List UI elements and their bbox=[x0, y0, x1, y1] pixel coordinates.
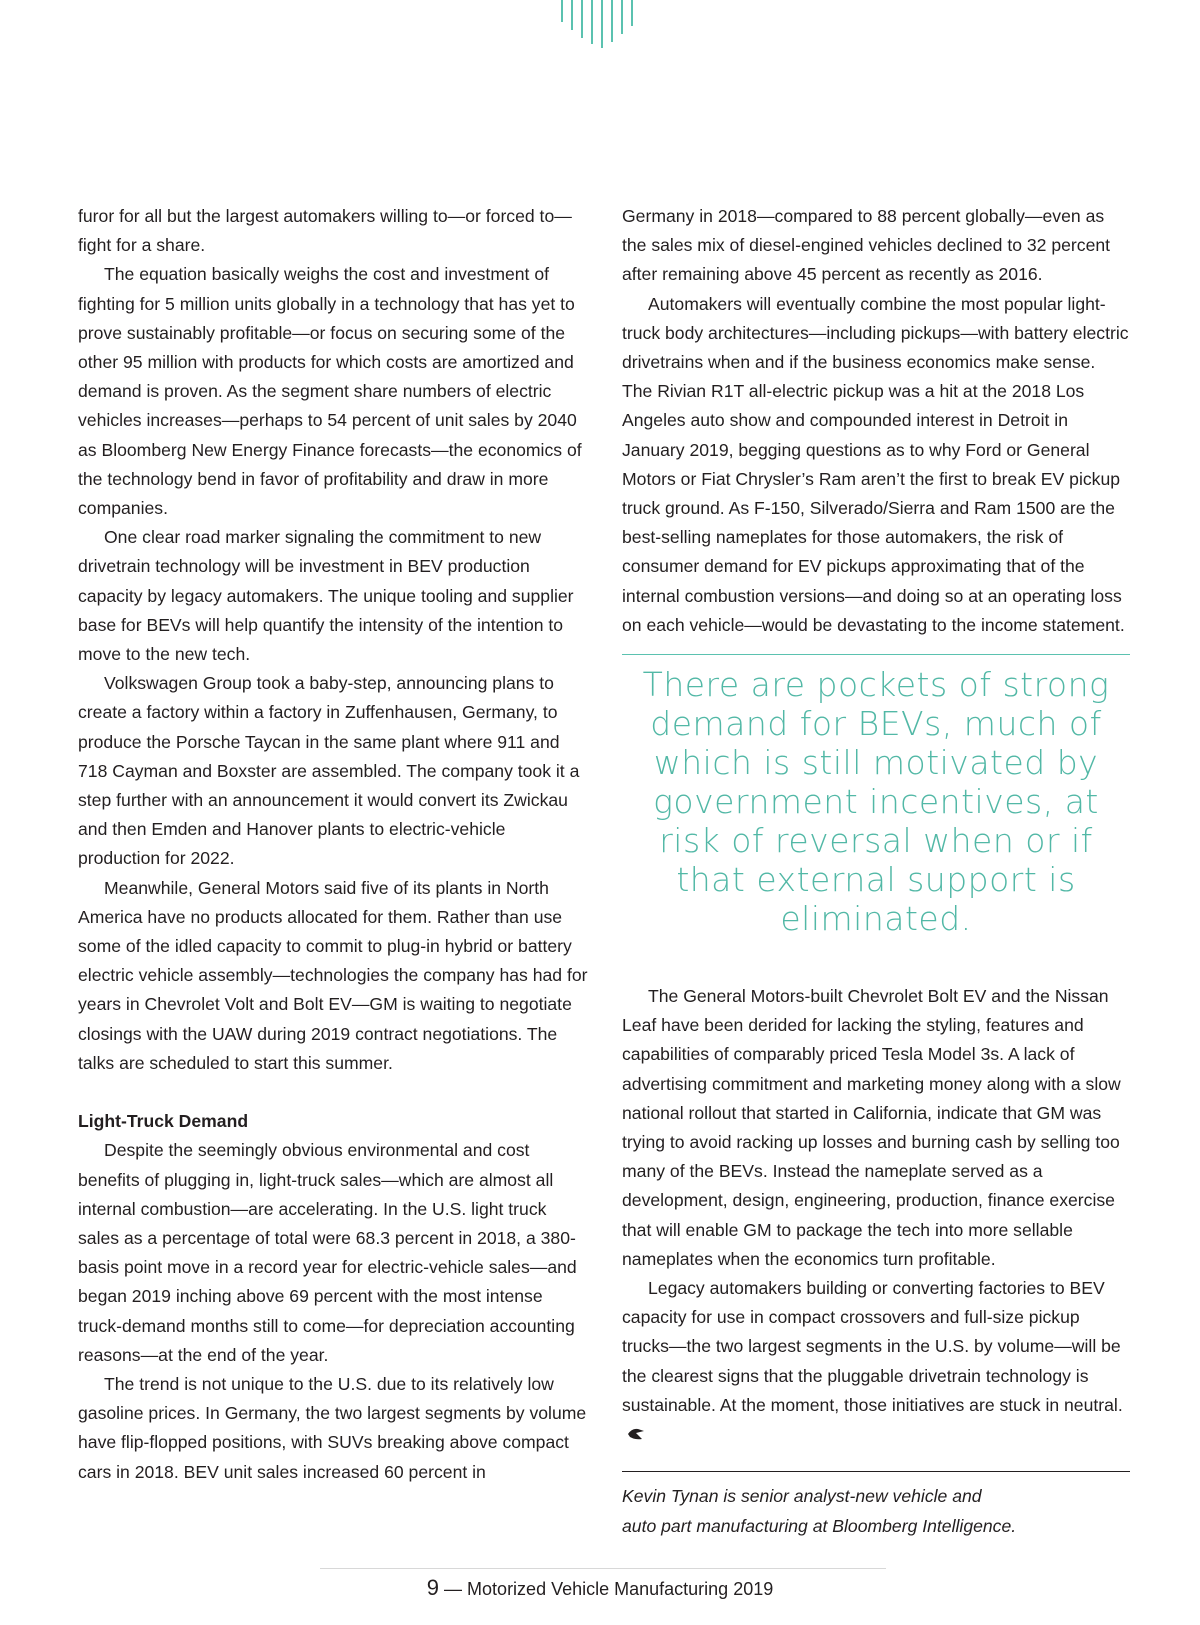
body-paragraph: The trend is not unique to the U.S. due to its relatively low gasoline prices. In Germany, the two largest segments by volume have flip-flopped positions, with SUVs breaking above compact cars in 2018. BEV unit sales increased 60 percent in bbox=[78, 1373, 587, 1482]
top-decoration-lines-icon bbox=[558, 0, 642, 48]
closing-paragraph-text: Legacy automakers building or converting factories to BEV capacity for use in compact crossovers and full-size pickup trucks—the two largest segments in the U.S. by volume—will be the clearest signs that the pluggable drivetrain technology is sustainable. At the moment, those initiatives are stuck in neutral. bbox=[622, 1278, 1123, 1415]
footer-separator: — bbox=[444, 1579, 463, 1599]
pull-quote-block bbox=[622, 654, 1130, 938]
body-paragraph: One clear road marker signaling the commitment to new drivetrain technology will be investment in BEV production capacity by legacy automakers. The unique tooling and supplier base for BEVs will help quantify the intensity of the intention to move to the new tech. bbox=[78, 527, 574, 665]
publication-title: Motorized Vehicle Manufacturing 2019 bbox=[467, 1579, 774, 1599]
body-paragraph: Germany in 2018—compared to 88 percent globally—even as the sales mix of diesel-engined vehicles declined to 32 percent after remaining above 45 percent as recently as 2016. bbox=[622, 206, 1111, 285]
body-paragraph: furor for all but the largest automakers willing to—or forced to—fight for a share. bbox=[78, 206, 572, 256]
end-of-article-icon bbox=[626, 1427, 646, 1441]
body-paragraph: Automakers will eventually combine the most popular light-truck body architectures—including pickups—with battery electric drivetrains when and if the business economics make sense. The Rivian R1T all-electric pickup was a hit at the 2018 Los Angeles auto show and compounded interest in Detroit in January 2019, begging questions as to why Ford or General Motors or Fiat Chrysler’s Ram aren’t the first to break EV pickup truck ground. As F-150, Silverado/Sierra and Ram 1500 are the best-selling nameplates for those automakers, the risk of consumer demand for EV pickups approximating that of the internal combustion versions—and doing so at an operating loss on each vehicle—would be devastating to the income statement. bbox=[622, 293, 1129, 635]
right-column bbox=[622, 202, 1130, 1541]
author-bio bbox=[622, 1471, 1130, 1540]
page-number: 9 bbox=[426, 1575, 440, 1600]
body-paragraph: The General Motors-built Chevrolet Bolt EV and the Nissan Leaf have been derided for lacking the styling, features and capabilities of comparably priced Tesla Model 3s. A lack of advertising commitment and marketing money along with a slow national rollout that started in California, indicate that GM was trying to avoid racking up losses and burning cash by selling too many of the BEVs. Instead the nameplate served as a development, design, engineering, production, finance exercise that will enable GM to package the tech into more sellable nameplates when the economics turn profitable. bbox=[622, 986, 1121, 1269]
body-paragraph: The equation basically weighs the cost and investment of fighting for 5 million units globally in a technology that has yet to prove sustainably profitable—or focus on securing some of the other 95 million with products for which costs are amortized and demand is proven. As the segment share numbers of electric vehicles increases—perhaps to 54 percent of unit sales by 2040 as Bloomberg New Energy Finance forecasts—the economics of the technology bend in favor of profitability and draw in more companies. bbox=[78, 264, 582, 519]
body-paragraph bbox=[622, 1274, 1130, 1449]
left-column bbox=[78, 202, 588, 1487]
author-bio-line: Kevin Tynan is senior analyst-new vehicle and bbox=[622, 1486, 982, 1507]
page-footer bbox=[0, 1575, 1200, 1601]
footer-divider bbox=[320, 1568, 886, 1569]
body-paragraph: Despite the seemingly obvious environmental and cost benefits of plugging in, light-truck sales—which are almost all internal combustion—are accelerating. In the U.S. light truck sales as a percentage of total were 68.3 percent in 2018, a 380-basis point move in a record year for electric-vehicle sales—and began 2019 inching above 69 percent with the most intense truck-demand months still to come—for depreciation accounting reasons—at the end of the year. bbox=[78, 1140, 577, 1365]
pull-quote: There are pockets of strong demand for BEVs, much of which is still motivated by government incentives, at risk of reversal when or if that external support is eliminated. bbox=[642, 665, 1110, 939]
body-paragraph: Meanwhile, General Motors said five of its plants in North America have no products allocated for them. Rather than use some of the idled capacity to commit to plug-in hybrid or battery electric vehicle assembly—technologies the company has had for years in Chevrolet Volt and Bolt EV—GM is waiting to negotiate closings with the UAW during 2019 contract negotiations. The talks are scheduled to start this summer. bbox=[78, 877, 588, 1073]
section-heading: Light-Truck Demand bbox=[78, 1111, 249, 1132]
body-paragraph: Volkswagen Group took a baby-step, announcing plans to create a factory within a factory in Zuffenhausen, Germany, to produce the Porsche Taycan in the same plant where 911 and 718 Cayman and Boxster are assembled. The company took it a step further with an announcement it would convert its Zwickau and then Emden and Hanover plants to electric-vehicle production for 2022. bbox=[78, 673, 580, 869]
author-bio-line: auto part manufacturing at Bloomberg Intelligence. bbox=[622, 1515, 1017, 1536]
